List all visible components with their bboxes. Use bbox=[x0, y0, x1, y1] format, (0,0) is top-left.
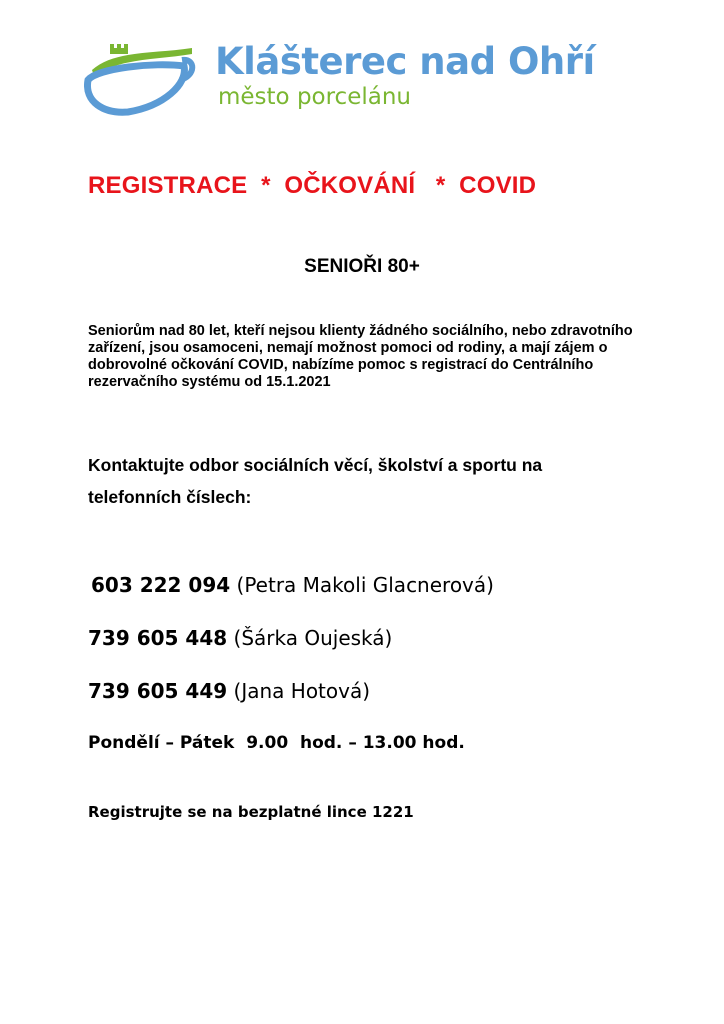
castle-icon bbox=[110, 44, 128, 54]
phone-line bbox=[88, 626, 392, 650]
contact-paragraph: Kontaktujte odbor sociálních věcí, školství a sportu na telefonních číslech: bbox=[88, 455, 543, 507]
page-headline: REGISTRACE * OČKOVÁNÍ * COVID bbox=[88, 172, 537, 199]
town-tagline: město porcelánu bbox=[218, 84, 411, 110]
contact-name: (Jana Hotová) bbox=[233, 679, 371, 703]
town-logo bbox=[84, 40, 196, 118]
contact-name: (Petra Makoli Glacnerová) bbox=[236, 573, 494, 597]
contact-name: (Šárka Oujeská) bbox=[233, 626, 393, 650]
intro-paragraph: Seniorům nad 80 let, kteří nejsou klienty žádného sociálního, nebo zdravotního zařízení, jsou osamoceni, nemají možnost pomoci od rodiny, a mají zájem o dobrovolné očkování COVID, nabízíme pomoc s registrací do Centrálního rezervačního systému od 15.1.2021 bbox=[88, 323, 633, 390]
phone-number[interactable]: 739 605 449 bbox=[88, 679, 228, 703]
town-name: Klášterec nad Ohří bbox=[215, 40, 595, 83]
page-subtitle: SENIOŘI 80+ bbox=[304, 256, 420, 277]
hotline-line: Registrujte se na bezplatné lince 1221 bbox=[88, 803, 414, 821]
phone-number[interactable]: 603 222 094 bbox=[91, 573, 231, 597]
phone-line bbox=[88, 679, 370, 703]
office-hours: Pondělí – Pátek 9.00 hod. – 13.00 hod. bbox=[88, 733, 465, 753]
phone-number[interactable]: 739 605 448 bbox=[88, 626, 228, 650]
phone-line bbox=[91, 573, 494, 597]
